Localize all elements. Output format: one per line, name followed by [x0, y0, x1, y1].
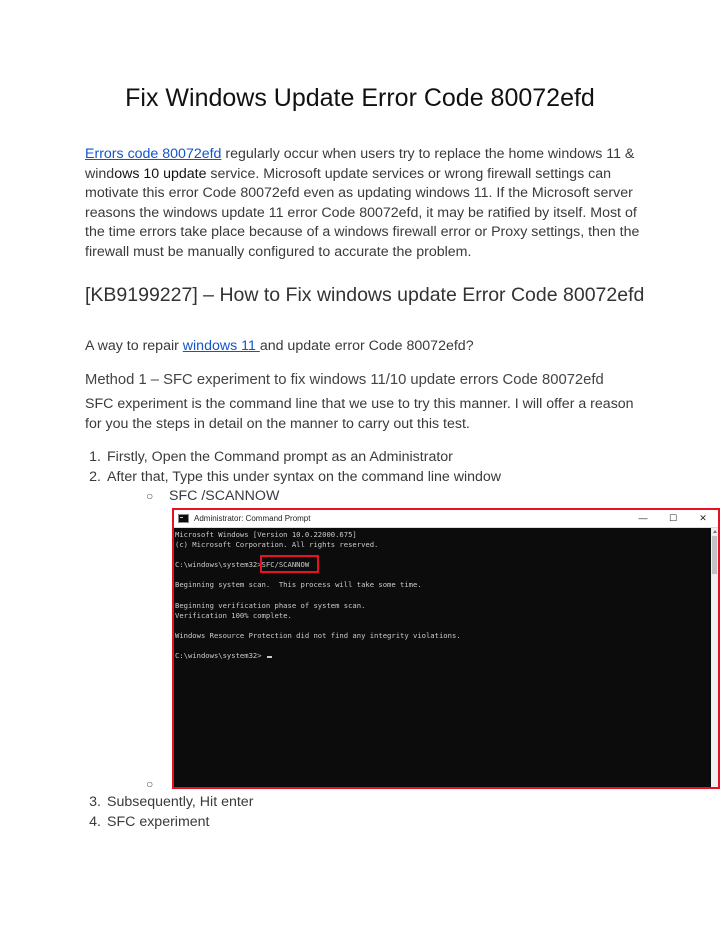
list-item-3: [79, 794, 253, 810]
list-number: 1.: [89, 449, 101, 465]
intro-text-1: regularly occur when users try to replace the home windows 11 & wind: [85, 146, 635, 182]
errors-code-link[interactable]: Errors code 80072efd: [85, 146, 222, 162]
method-heading: Method 1 – SFC experiment to fix windows 11/10 update errors Code 80072efd: [85, 372, 604, 388]
list-item-2: [79, 469, 501, 485]
cmd-line: Beginning system scan. This process will take some time.: [175, 580, 422, 589]
repair-suffix: and update error Code 80072efd?: [259, 338, 474, 354]
list-text: Subsequently, Hit enter: [107, 794, 254, 810]
cmd-titlebar: [174, 510, 718, 528]
intro-text-dark: ows 10 update: [114, 165, 207, 182]
intro-paragraph: [85, 145, 645, 262]
list-item-4: [79, 814, 210, 830]
cmd-line: Beginning verification phase of system scan.: [175, 601, 366, 610]
cmd-line: (c) Microsoft Corporation. All rights reserved.: [175, 540, 379, 549]
list-number: 3.: [89, 794, 101, 810]
sfc-description: SFC experiment is the command line that we use to try this manner. I will offer a reason for you the steps in detail on the manner to carry out this test.: [85, 396, 634, 432]
cmd-line: C:\windows\system32>: [175, 651, 262, 660]
command-prompt-screenshot: [172, 508, 720, 789]
intro-text-2: service. Microsoft update services or wrong firewall settings can motivate this error Code 80072efd even as updating windows 11. If the Microsoft server reasons the windows update 11 error Code 80072efd, it may be ratified by itself. Most of the time errors take place because of a windows firewall error or Proxy settings, then the firewall must be manually configured to accurate the problem.: [85, 165, 640, 260]
close-icon[interactable]: ✕: [699, 513, 707, 523]
sub-bullet-icon: ○: [146, 777, 154, 791]
cursor: [267, 656, 272, 658]
list-text: SFC experiment: [107, 814, 210, 830]
maximize-icon[interactable]: ☐: [668, 513, 678, 523]
repair-line: [85, 338, 474, 354]
cmd-line: Windows Resource Protection did not find any integrity violations.: [175, 631, 461, 640]
list-number: 2.: [89, 469, 101, 485]
terminal-icon: [178, 514, 189, 523]
cmd-body: [174, 528, 718, 788]
cmd-line: C:\windows\system32>SFC/SCANNOW: [175, 560, 310, 569]
sub-item-text: SFC /SCANNOW: [169, 488, 280, 504]
page-title: Fix Windows Update Error Code 80072efd: [125, 84, 595, 112]
list-text: Firstly, Open the Command prompt as an Administrator: [107, 449, 453, 465]
sfc-command-highlight: [260, 555, 319, 573]
cmd-window-title: Administrator: Command Prompt: [194, 514, 311, 523]
cmd-line: Verification 100% complete.: [175, 611, 292, 620]
list-item-1: [79, 449, 453, 465]
list-text: After that, Type this under syntax on the command line window: [107, 469, 502, 485]
windows-11-link[interactable]: windows 11: [182, 338, 260, 354]
repair-prefix: A way to repair: [85, 338, 183, 354]
scroll-up-icon[interactable]: [713, 530, 717, 533]
section-heading: [KB9199227] – How to Fix windows update Error Code 80072efd: [85, 284, 645, 306]
cmd-scrollbar[interactable]: [711, 528, 718, 788]
sub-bullet-icon: ○: [146, 489, 154, 503]
list-number: 4.: [89, 814, 101, 830]
cmd-line: Microsoft Windows [Version 10.0.22000.675]: [175, 530, 357, 539]
scroll-thumb[interactable]: [712, 536, 717, 574]
minimize-icon[interactable]: —: [638, 513, 648, 523]
